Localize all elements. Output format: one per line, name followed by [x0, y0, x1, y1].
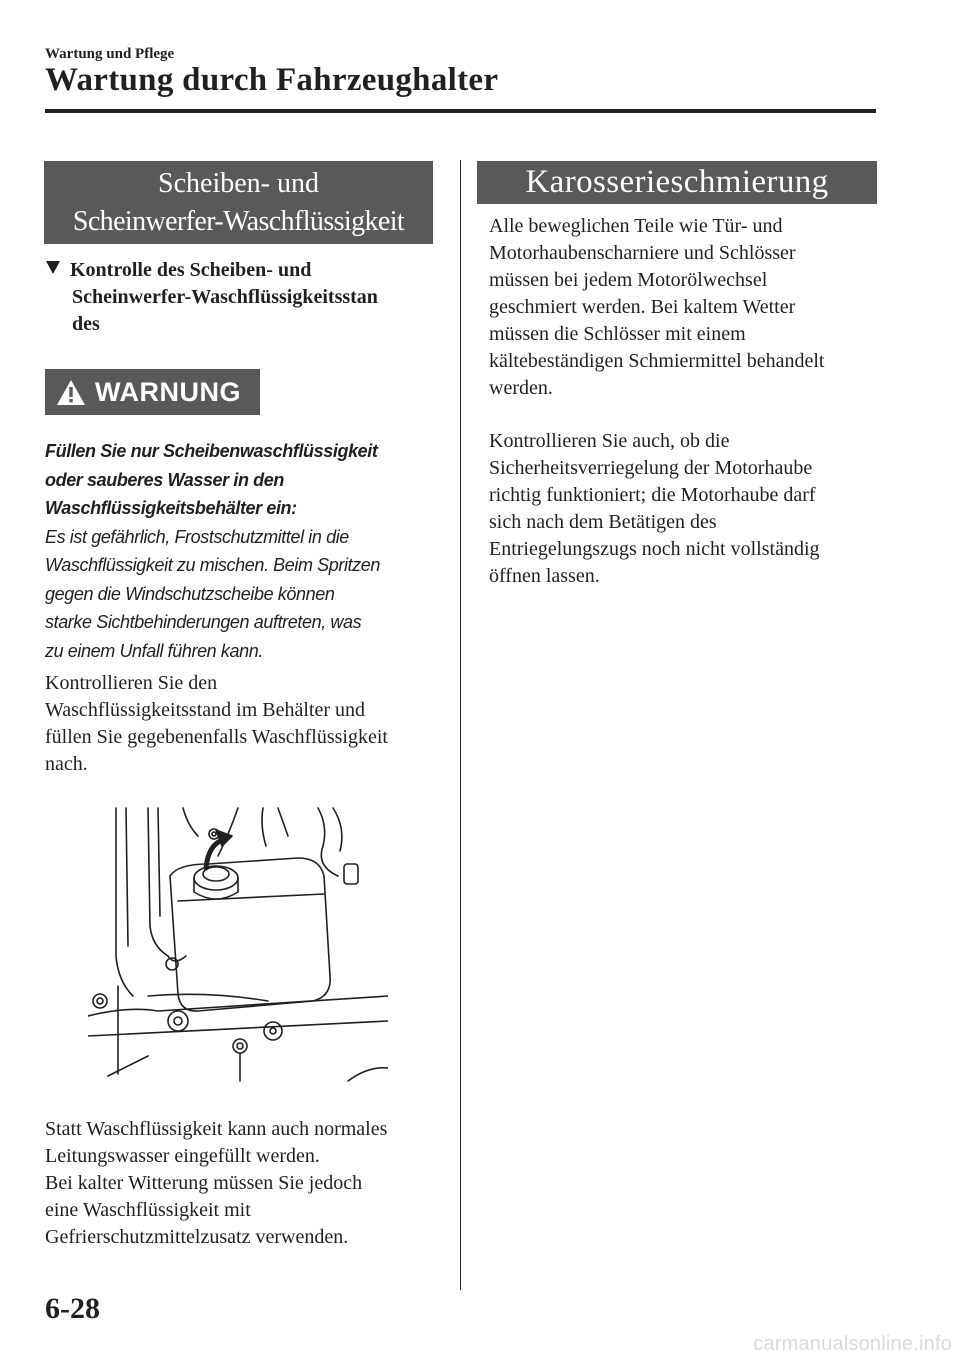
text-line: öffnen lassen.	[489, 565, 600, 587]
page-number: 6-28	[45, 1292, 100, 1325]
text-line: Statt Waschflüssigkeit kann auch normales	[45, 1118, 388, 1140]
text-line: eine Waschflüssigkeit mit	[45, 1199, 251, 1221]
text-line: Leitungswasser eingefüllt werden.	[45, 1145, 320, 1167]
chapter-title: Wartung durch Fahrzeughalter	[45, 62, 499, 98]
text-line: Gefrierschutzmittelzusatz verwenden.	[45, 1226, 349, 1248]
text-line: Entriegelungszugs noch nicht vollständig	[489, 538, 820, 560]
warning-label: WARNUNG	[95, 376, 241, 407]
warning-body-line: Es ist gefährlich, Frostschutzmittel in die	[45, 526, 349, 547]
running-head: Wartung und Pflege	[45, 46, 175, 62]
header-rule	[45, 109, 876, 113]
section-heading-washer-fluid	[44, 161, 433, 244]
section-heading-body-lubrication: Karosserieschmierung	[477, 161, 877, 204]
text-line: Sicherheitsverriegelung der Motorhaube	[489, 457, 813, 479]
text-line: müssen bei jedem Motorölwechsel	[489, 269, 768, 291]
triangle-bullet-icon	[46, 261, 60, 274]
subsection-line3: des	[72, 313, 100, 335]
column-divider	[460, 160, 461, 1290]
subsection-line1: Kontrolle des Scheiben- und	[70, 259, 312, 281]
text-line: kältebeständigen Schmiermittel behandelt	[489, 350, 825, 372]
text-line: Motorhaubenscharniere und Schlösser	[489, 242, 796, 264]
warning-body-line: starke Sichtbehinderungen auftreten, was	[45, 612, 362, 632]
text-line: Waschflüssigkeitsstand im Behälter und	[45, 699, 365, 721]
warning-bold-line: Waschflüssigkeitsbehälter ein:	[45, 498, 297, 518]
warning-body-line: zu einem Unfall führen kann.	[45, 640, 263, 661]
text-line: Bei kalter Witterung müssen Sie jedoch	[45, 1172, 363, 1194]
text-line: richtig funktioniert; die Motorhaube darf	[489, 484, 816, 506]
paragraph-tap-water	[45, 1116, 445, 1251]
text-line: Alle beweglichen Teile wie Tür- und	[489, 215, 783, 237]
text-line: Kontrollieren Sie den	[45, 672, 218, 694]
warning-text	[45, 437, 440, 665]
watermark: carmanualsonline.info	[753, 1333, 952, 1355]
warning-triangle-icon	[56, 379, 86, 406]
warning-bold-line: oder sauberes Wasser in den	[45, 469, 284, 490]
section-heading-line1: Scheiben- und	[158, 168, 319, 199]
subsection-heading	[46, 257, 446, 338]
text-line: werden.	[489, 377, 553, 399]
section-heading-line2: Scheinwerfer-Waschflüssigkeit	[72, 206, 405, 237]
text-line: nach.	[45, 753, 88, 775]
warning-body-line: Waschflüssigkeit zu mischen. Beim Spritzen	[45, 555, 381, 575]
paragraph-lubrication	[489, 213, 889, 402]
warning-badge	[45, 369, 260, 415]
text-line: müssen die Schlösser mit einem	[489, 323, 746, 345]
subsection-line2: Scheinwerfer-Waschflüssigkeitsstan	[72, 286, 378, 308]
text-line: sich nach dem Betätigen des	[489, 511, 717, 533]
text-line: Kontrollieren Sie auch, ob die	[489, 430, 730, 452]
warning-body-line: gegen die Windschutzscheibe können	[45, 583, 335, 604]
washer-reservoir-illustration	[88, 806, 388, 1086]
warning-bold-line: Füllen Sie nur Scheibenwaschflüssigkeit	[45, 441, 378, 461]
text-line: füllen Sie gegebenenfalls Waschflüssigkeit	[45, 726, 388, 748]
paragraph-hood-latch	[489, 428, 889, 590]
text-line: geschmiert werden. Bei kaltem Wetter	[489, 296, 796, 318]
paragraph-check-level	[45, 670, 445, 778]
